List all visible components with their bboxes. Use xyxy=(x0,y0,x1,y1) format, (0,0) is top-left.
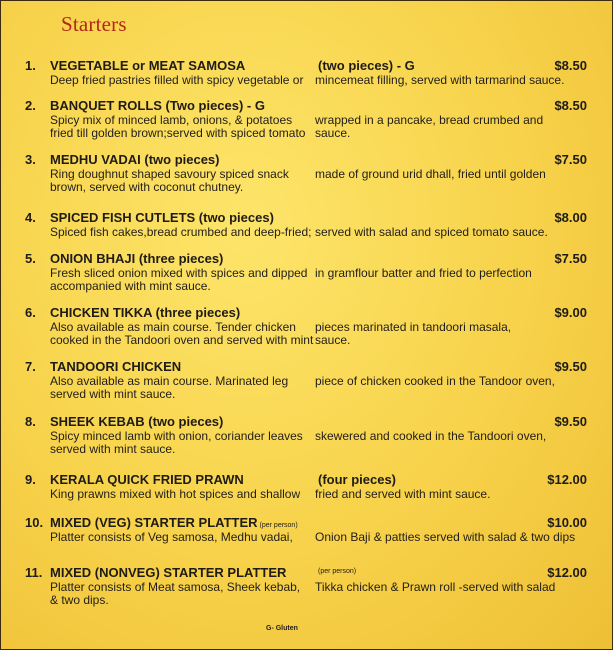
item-description-line: Also available as main course. Tender chicken xyxy=(50,320,296,334)
item-name-suffix: (two pieces) - G xyxy=(318,58,415,73)
item-name-text: MIXED (VEG) STARTER PLATTER xyxy=(50,515,258,530)
item-description-line: cooked in the Tandoori oven and served with mint xyxy=(50,333,314,347)
item-description-line: Also available as main course. Marinated leg xyxy=(50,374,289,388)
item-description-line: served with salad and spiced tomato sauce. xyxy=(315,225,548,239)
menu-item xyxy=(1,251,612,301)
item-note: (per person) xyxy=(318,568,357,575)
item-name xyxy=(50,359,181,374)
item-note: (per person) xyxy=(259,522,298,529)
item-price: $9.00 xyxy=(554,305,587,320)
menu-item xyxy=(1,565,612,615)
item-name xyxy=(50,251,223,266)
item-description-line: pieces marinated in tandoori masala, xyxy=(315,320,512,334)
item-number: 2. xyxy=(25,98,36,113)
item-name-text: ONION BHAJI (three pieces) xyxy=(50,251,224,266)
item-name-text: SPICED FISH CUTLETS (two pieces) xyxy=(50,210,274,225)
item-description-line: in gramflour batter and fried to perfection xyxy=(315,266,532,280)
item-description-line: mincemeat filling, served with tarmarind sauce. xyxy=(315,73,565,87)
section-title: Starters xyxy=(61,12,127,36)
item-name xyxy=(50,472,244,487)
item-description-line: Fresh sliced onion mixed with spices and dipped xyxy=(50,266,308,280)
item-name xyxy=(50,152,220,167)
item-name xyxy=(50,414,223,429)
item-number: 6. xyxy=(25,305,36,320)
item-description-line: accompanied with mint sauce. xyxy=(50,279,211,293)
item-price: $8.50 xyxy=(554,98,587,113)
item-description-line: Tikka chicken & Prawn roll -served with salad xyxy=(315,580,556,594)
item-description-line: & two dips. xyxy=(50,593,109,607)
item-number: 8. xyxy=(25,414,36,429)
item-name xyxy=(50,58,245,73)
item-name-suffix: (four pieces) xyxy=(318,472,397,487)
item-description-line: sauce. xyxy=(315,333,351,347)
item-name xyxy=(50,98,265,113)
menu-item xyxy=(1,98,612,148)
item-description-line: Spiced fish cakes,bread crumbed and deep-fried; xyxy=(50,225,312,239)
menu-item xyxy=(1,359,612,409)
item-number: 9. xyxy=(25,472,36,487)
item-number: 10. xyxy=(25,515,44,530)
item-number: 5. xyxy=(25,251,36,266)
item-name-text: MIXED (NONVEG) STARTER PLATTER xyxy=(50,565,287,580)
item-description-line: fried till golden brown;served with spiced tomato xyxy=(50,126,306,140)
item-name-text: CHICKEN TIKKA (three pieces) xyxy=(50,305,241,320)
item-description-line: served with mint sauce. xyxy=(50,442,176,456)
item-description-line: made of ground urid dhall, fried until golden xyxy=(315,167,546,181)
item-number: 7. xyxy=(25,359,36,374)
item-description-line: Spicy minced lamb with onion, coriander leaves xyxy=(50,429,303,443)
item-price: $10.00 xyxy=(547,515,587,530)
item-description-line: Deep fried pastries filled with spicy vegetable or xyxy=(50,73,304,87)
menu-item xyxy=(1,515,612,565)
item-description-line: served with mint sauce. xyxy=(50,387,176,401)
item-name-text: MEDHU VADAI (two pieces) xyxy=(50,152,220,167)
item-price: $9.50 xyxy=(554,414,587,429)
item-price: $8.50 xyxy=(554,58,587,73)
item-name xyxy=(50,565,286,580)
item-description-line: Onion Baji & patties served with salad & two dips xyxy=(315,530,576,544)
item-name-text: TANDOORI CHICKEN xyxy=(50,359,182,374)
item-price: $9.50 xyxy=(554,359,587,374)
item-price: $12.00 xyxy=(547,472,587,487)
item-description-line: Platter consists of Meat samosa, Sheek kebab, xyxy=(50,580,301,594)
item-name xyxy=(50,210,274,225)
menu-item xyxy=(1,305,612,355)
item-description-line: sauce. xyxy=(315,126,351,140)
item-name xyxy=(50,305,240,320)
menu-item xyxy=(1,152,612,202)
item-description-line: Spicy mix of minced lamb, onions, & potatoes xyxy=(50,113,293,127)
item-price: $7.50 xyxy=(554,251,587,266)
item-description-line: wrapped in a pancake, bread crumbed and xyxy=(315,113,544,127)
menu-item xyxy=(1,414,612,464)
footnote: G- Gluten xyxy=(266,625,298,632)
item-description-line: brown, served with coconut chutney. xyxy=(50,180,244,194)
item-price: $8.00 xyxy=(554,210,587,225)
item-description-line: skewered and cooked in the Tandoori oven, xyxy=(315,429,547,443)
item-number: 1. xyxy=(25,58,36,73)
item-number: 4. xyxy=(25,210,36,225)
item-name-text: BANQUET ROLLS (Two pieces) - G xyxy=(50,98,265,113)
item-name-text: VEGETABLE or MEAT SAMOSA xyxy=(50,58,246,73)
item-description-line: fried and served with mint sauce. xyxy=(315,487,491,501)
item-name-text: SHEEK KEBAB (two pieces) xyxy=(50,414,224,429)
item-description-line: Ring doughnut shaped savoury spiced snack xyxy=(50,167,289,181)
item-number: 11. xyxy=(25,565,43,580)
item-price: $12.00 xyxy=(547,565,587,580)
item-description-line: King prawns mixed with hot spices and shallow xyxy=(50,487,301,501)
item-description-line: piece of chicken cooked in the Tandoor oven, xyxy=(315,374,555,388)
item-name-text: KERALA QUICK FRIED PRAWN xyxy=(50,472,244,487)
item-name xyxy=(50,515,298,530)
item-number: 3. xyxy=(25,152,36,167)
item-price: $7.50 xyxy=(554,152,587,167)
item-description-line: Platter consists of Veg samosa, Medhu vadai, xyxy=(50,530,293,544)
